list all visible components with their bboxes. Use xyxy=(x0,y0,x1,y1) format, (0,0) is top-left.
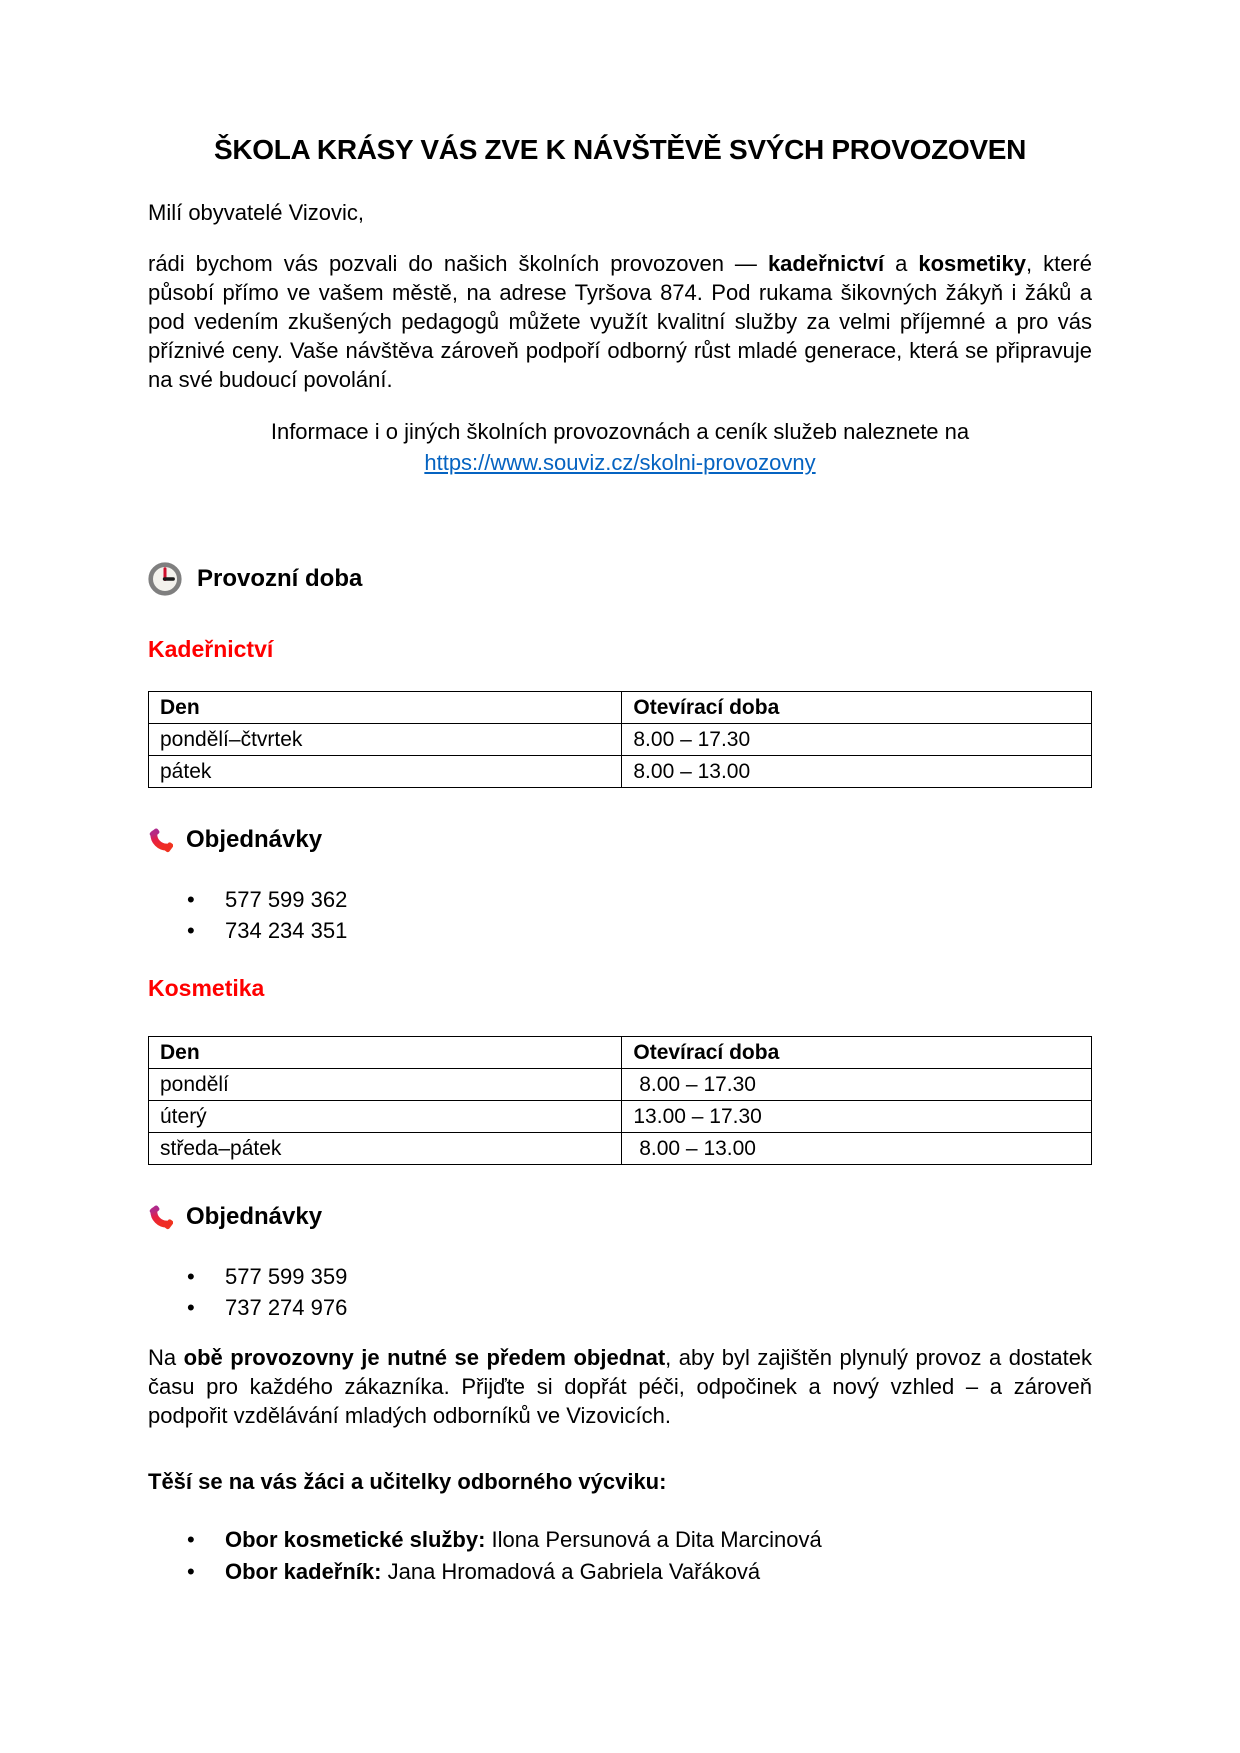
bold-text: kadeřnictví xyxy=(767,251,885,276)
table-cell: 8.00 – 13.00 xyxy=(622,756,1092,788)
hours-section-heading xyxy=(148,562,1092,596)
team-heading: Těší se na vás žáci a učitelky odborného výcviku: xyxy=(148,1469,667,1494)
info-line: Informace i o jiných školních provozovnách a ceník služeb naleznete na xyxy=(270,419,970,444)
intro-paragraph xyxy=(148,249,1092,394)
column-header: Otevírací doba xyxy=(622,692,1092,724)
table-cell: 8.00 – 17.30 xyxy=(622,724,1092,756)
list-item xyxy=(148,1556,1092,1588)
list-item-text: Jana Hromadová a Gabriela Vařáková xyxy=(381,1559,761,1584)
orders-heading-label: Objednávky xyxy=(186,1203,323,1230)
document-title: ŠKOLA KRÁSY VÁS ZVE K NÁVŠTĚVĚ SVÝCH PROVOZOVEN xyxy=(213,134,1027,165)
list-item xyxy=(148,1524,1092,1556)
phone-receiver-icon xyxy=(148,828,173,853)
table-cell: pondělí–čtvrtek xyxy=(149,724,622,756)
clock-icon xyxy=(148,562,182,596)
table-cell: pátek xyxy=(149,756,622,788)
kadernictvi-heading: Kadeřnictví xyxy=(148,636,274,662)
bold-text: obě provozovny je nutné se předem objednat xyxy=(183,1345,666,1370)
table-row xyxy=(149,1069,1092,1101)
list-item: • 577 599 359 xyxy=(148,1261,1092,1292)
greeting-line: Milí obyvatelé Vizovic, xyxy=(148,200,365,225)
text-run: rádi bychom vás pozvali do našich školních provozoven — xyxy=(148,251,768,276)
team-list xyxy=(148,1524,1092,1588)
kosmetika-orders-heading xyxy=(148,1202,1092,1232)
table-header-row xyxy=(149,1037,1092,1069)
column-header: Den xyxy=(149,692,622,724)
list-item-label: Obor kadeřník: xyxy=(225,1559,382,1584)
list-item: • 577 599 362 xyxy=(148,884,1092,915)
kosmetika-phone-list xyxy=(148,1261,1092,1323)
table-cell: 8.00 – 17.30 xyxy=(622,1069,1092,1101)
booking-note-paragraph xyxy=(148,1343,1092,1430)
table-row xyxy=(149,1133,1092,1165)
kadernictvi-phone-list xyxy=(148,884,1092,946)
column-header: Den xyxy=(149,1037,622,1069)
table-header-row xyxy=(149,692,1092,724)
table-cell: pondělí xyxy=(149,1069,622,1101)
bold-text: kosmetiky xyxy=(918,251,1026,276)
list-item: • 737 274 976 xyxy=(148,1292,1092,1323)
list-item: • 734 234 351 xyxy=(148,915,1092,946)
text-run: , aby byl zajištěn plynulý provoz a dostatek času pro každého zákazníka. Přijďte si dopřát péči, odpočinek a nový vzhled – a zároveň podpořit vzdělávání mladých odborníků ve Vizovicích. xyxy=(148,1345,1092,1428)
provozovny-link[interactable]: https://www.souviz.cz/skolni-provozovny xyxy=(424,450,816,475)
kosmetika-hours-table xyxy=(148,1036,1092,1165)
kadernictvi-hours-table xyxy=(148,691,1092,788)
text-run: Na xyxy=(148,1345,184,1370)
table-row xyxy=(149,756,1092,788)
table-cell: 8.00 – 13.00 xyxy=(622,1133,1092,1165)
info-block xyxy=(148,416,1092,478)
hours-heading-label: Provozní doba xyxy=(197,565,363,592)
column-header: Otevírací doba xyxy=(622,1037,1092,1069)
table-row xyxy=(149,724,1092,756)
text-run: a xyxy=(884,251,919,276)
table-cell: 13.00 – 17.30 xyxy=(622,1101,1092,1133)
table-row xyxy=(149,1101,1092,1133)
table-cell: úterý xyxy=(149,1101,622,1133)
orders-heading-label: Objednávky xyxy=(186,826,323,853)
list-item-label: Obor kosmetické služby: xyxy=(225,1527,486,1552)
kadernictvi-orders-heading xyxy=(148,825,1092,855)
phone-receiver-icon xyxy=(148,1205,173,1230)
kosmetika-heading: Kosmetika xyxy=(148,975,265,1001)
list-item-text: Ilona Persunová a Dita Marcinová xyxy=(485,1527,822,1552)
text-run: , které působí přímo ve vašem městě, na adrese Tyršova 874. Pod rukama šikovných žákyň i žáků a pod vedením zkušených pedagogů můžete využít kvalitní služby za velmi příjemné a pro vás příznivé ceny. Vaše návštěva zároveň podpoří odborný růst mladé generace, která se připravuje na své budoucí povolání. xyxy=(148,251,1092,392)
table-cell: středa–pátek xyxy=(149,1133,622,1165)
